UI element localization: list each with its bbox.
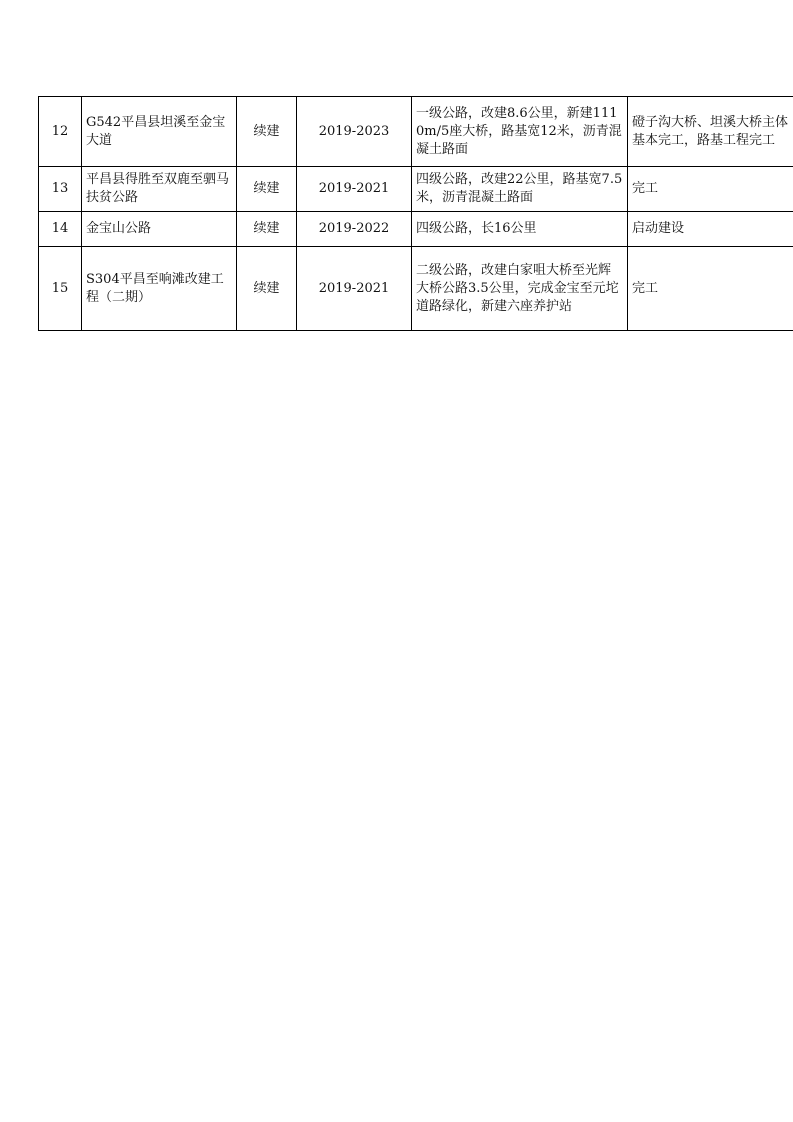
- construction-type: 续建: [237, 247, 297, 331]
- construction-period: 2019-2022: [297, 212, 412, 247]
- progress-status: 完工: [628, 167, 793, 212]
- table-row: [39, 247, 793, 331]
- project-name: 金宝山公路: [82, 212, 237, 247]
- construction-content: 四级公路，长16公里: [412, 212, 628, 247]
- row-number: 14: [39, 212, 82, 247]
- project-name: 平昌县得胜至双鹿至驷马扶贫公路: [82, 167, 237, 212]
- construction-period: 2019-2021: [297, 167, 412, 212]
- row-number: 12: [39, 97, 82, 167]
- row-number: 15: [39, 247, 82, 331]
- project-table: [38, 96, 793, 331]
- construction-content: 二级公路，改建白家咀大桥至光辉大桥公路3.5公里，完成金宝至元坨道路绿化，新建六座养护站: [412, 247, 628, 331]
- progress-status: 完工: [628, 247, 793, 331]
- construction-type: 续建: [237, 167, 297, 212]
- construction-content: 一级公路，改建8.6公里，新建1110m/5座大桥，路基宽12米，沥青混凝土路面: [412, 97, 628, 167]
- construction-period: 2019-2021: [297, 247, 412, 331]
- table-row: [39, 167, 793, 212]
- construction-type: 续建: [237, 97, 297, 167]
- progress-status: 启动建设: [628, 212, 793, 247]
- project-name: G542平昌县坦溪至金宝大道: [82, 97, 237, 167]
- construction-content: 四级公路，改建22公里，路基宽7.5米，沥青混凝土路面: [412, 167, 628, 212]
- construction-type: 续建: [237, 212, 297, 247]
- construction-period: 2019-2023: [297, 97, 412, 167]
- project-name: S304平昌至响滩改建工程（二期）: [82, 247, 237, 331]
- table-row: [39, 97, 793, 167]
- table-row: [39, 212, 793, 247]
- row-number: 13: [39, 167, 82, 212]
- progress-status: 磴子沟大桥、坦溪大桥主体基本完工，路基工程完工: [628, 97, 793, 167]
